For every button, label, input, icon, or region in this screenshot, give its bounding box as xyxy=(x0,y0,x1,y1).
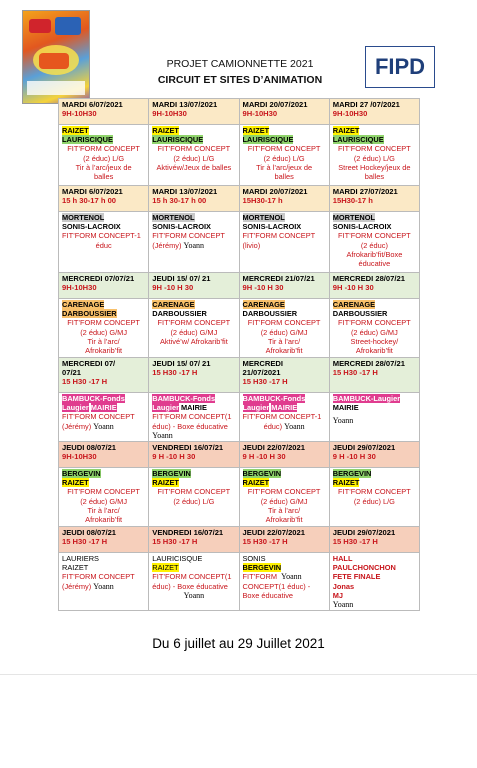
site-cell: MORTENOL SONIS-LACROIX FIT’FORM CONCEPT (livio) xyxy=(239,212,329,273)
site-cell: RAIZET LAURISCIQUE FIT’FORM CONCEPT (2 éduc) L/G Tir à l’arc/jeux de balles xyxy=(239,125,329,186)
date-cell: MERCREDI 21/07/21 9H -10 H 30 xyxy=(239,273,329,299)
site-cell: HALL PAULCHONCHON FETE FINALE Jonas MJ Yoann xyxy=(329,553,419,611)
site-cell: SONIS BERGEVIN FIT’FORM Yoann CONCEPT(1 éduc) - Boxe éducative xyxy=(239,553,329,611)
site-cell: BAMBUCK-Laugier MAIRIE Yoann xyxy=(329,393,419,442)
date-cell: MERCREDI 07/07/21 9H-10H30 xyxy=(59,273,149,299)
date-cell: MARDI 20/07/2021 9H-10H30 xyxy=(239,99,329,125)
site-cell: LAURIERS RAIZET FIT’FORM CONCEPT (Jérémy) Yoann xyxy=(59,553,149,611)
site-cell: RAIZET LAURISCIQUE FIT’FORM CONCEPT (2 éduc) L/G Street Hockey/jeux de balles xyxy=(329,125,419,186)
site-row xyxy=(59,125,420,186)
site-row xyxy=(59,553,420,611)
date-row xyxy=(59,186,420,212)
site-cell: BERGEVIN RAIZET FIT’FORM CONCEPT (2 éduc) L/G xyxy=(149,468,239,527)
site-cell: CARENAGE DARBOUSSIER FIT’FORM CONCEPT (2 éduc) G/MJ Tir à l’arc/ Afrokarib’fit xyxy=(239,299,329,358)
site-cell: BAMBUCK-Fonds Laugier MAIRIE FIT’FORM CONCEPT(1 éduc) - Boxe éducative Yoann xyxy=(149,393,239,442)
date-cell: JEUDI 15/ 07/ 21 9H -10 H 30 xyxy=(149,273,239,299)
date-cell: JEUDI 22/07/2021 15 H30 -17 H xyxy=(239,527,329,553)
date-range-footer: Du 6 juillet au 29 Juillet 2021 xyxy=(152,636,325,651)
site-cell: RAIZET LAURISCIQUE FIT’FORM CONCEPT (2 éduc) L/G Aktivéw/Jeux de balles xyxy=(149,125,239,186)
date-cell: JEUDI 08/07/21 9H-10H30 xyxy=(59,442,149,468)
schedule-table xyxy=(58,98,420,611)
date-cell: MERCREDI 28/07/21 9H -10 H 30 xyxy=(329,273,419,299)
site-cell: MORTENOL SONIS-LACROIX FIT’FORM CONCEPT-1 éduc xyxy=(59,212,149,273)
site-cell: CARENAGE DARBOUSSIER FIT’FORM CONCEPT (2 éduc) G/MJ Aktivé’w/ Afrokarib’fit xyxy=(149,299,239,358)
date-cell: MERCREDI 07/ 07/21 15 H30 -17 H xyxy=(59,358,149,393)
date-row xyxy=(59,442,420,468)
date-row xyxy=(59,358,420,393)
date-cell: MERCREDI 28/07/21 15 H30 -17 H xyxy=(329,358,419,393)
date-row xyxy=(59,99,420,125)
site-cell: CARENAGE DARBOUSSIER FIT’FORM CONCEPT (2 éduc) G/MJ Tir à l’arc/ Afrokarib’fit xyxy=(59,299,149,358)
event-poster-image xyxy=(22,10,90,104)
fipd-logo: FIPD xyxy=(365,46,435,88)
site-cell: BERGEVIN RAIZET FIT’FORM CONCEPT (2 éduc) G/MJ Tir à l’arc/ Afrokarib’fit xyxy=(59,468,149,527)
site-cell: CARENAGE DARBOUSSIER FIT’FORM CONCEPT (2 éduc) G/MJ Street-hockey/ Afrokarib’fit xyxy=(329,299,419,358)
date-cell: VENDREDI 16/07/21 9 H -10 H 30 xyxy=(149,442,239,468)
date-cell: MARDI 6/07/2021 9H-10H30 xyxy=(59,99,149,125)
date-cell: MARDI 27/07/2021 15H30-17 h xyxy=(329,186,419,212)
site-row xyxy=(59,299,420,358)
site-cell: MORTENOL SONIS-LACROIX FIT’FORM CONCEPT (2 éduc) Afrokarib’fit/Boxe éducative xyxy=(329,212,419,273)
date-cell: MARDI 13/07/2021 9H-10H30 xyxy=(149,99,239,125)
site-row xyxy=(59,468,420,527)
site-cell: BERGEVIN RAIZET FIT’FORM CONCEPT (2 éduc) G/MJ Tir à l’arc/ Afrokarib’fit xyxy=(239,468,329,527)
date-cell: MARDI 27 /07/2021 9H-10H30 xyxy=(329,99,419,125)
site-cell: LAURICISQUE RAIZET FIT’FORM CONCEPT(1 éduc) - Boxe éducative Yoann xyxy=(149,553,239,611)
date-cell: VENDREDI 16/07/21 15 H30 -17 H xyxy=(149,527,239,553)
date-cell: MERCREDI 21/07/2021 15 H30 -17 H xyxy=(239,358,329,393)
date-cell: JEUDI 15/ 07/ 21 15 H30 -17 H xyxy=(149,358,239,393)
page-divider xyxy=(0,674,477,675)
date-cell: JEUDI 08/07/21 15 H30 -17 H xyxy=(59,527,149,553)
date-cell: JEUDI 29/07/2021 15 H30 -17 H xyxy=(329,527,419,553)
date-cell: JEUDI 22/07/2021 9 H -10 H 30 xyxy=(239,442,329,468)
site-row xyxy=(59,393,420,442)
date-cell: MARDI 13/07/2021 15 h 30-17 h 00 xyxy=(149,186,239,212)
site-cell: BERGEVIN RAIZET FIT’FORM CONCEPT (2 éduc) L/G xyxy=(329,468,419,527)
date-row xyxy=(59,273,420,299)
site-row xyxy=(59,212,420,273)
date-row xyxy=(59,527,420,553)
site-cell: MORTENOL SONIS-LACROIX FIT’FORM CONCEPT (Jérémy) Yoann xyxy=(149,212,239,273)
circuit-subtitle: CIRCUIT ET SITES D’ANIMATION xyxy=(157,74,323,86)
site-cell: BAMBUCK-Fonds Laugier MAIRIE FIT’FORM CONCEPT-1 éduc) Yoann xyxy=(239,393,329,442)
date-cell: JEUDI 29/07/2021 9 H -10 H 30 xyxy=(329,442,419,468)
date-cell: MARDI 20/07/2021 15H30-17 h xyxy=(239,186,329,212)
site-cell: BAMBUCK-Fonds Laugier MAIRIE FIT’FORM CONCEPT (Jérémy) Yoann xyxy=(59,393,149,442)
date-cell: MARDI 6/07/2021 15 h 30-17 h 00 xyxy=(59,186,149,212)
site-cell: RAIZET LAURISCIQUE FIT’FORM CONCEPT (2 éduc) L/G Tir à l’arc/jeux de balles xyxy=(59,125,149,186)
project-title: PROJET CAMIONNETTE 2021 xyxy=(166,58,314,70)
